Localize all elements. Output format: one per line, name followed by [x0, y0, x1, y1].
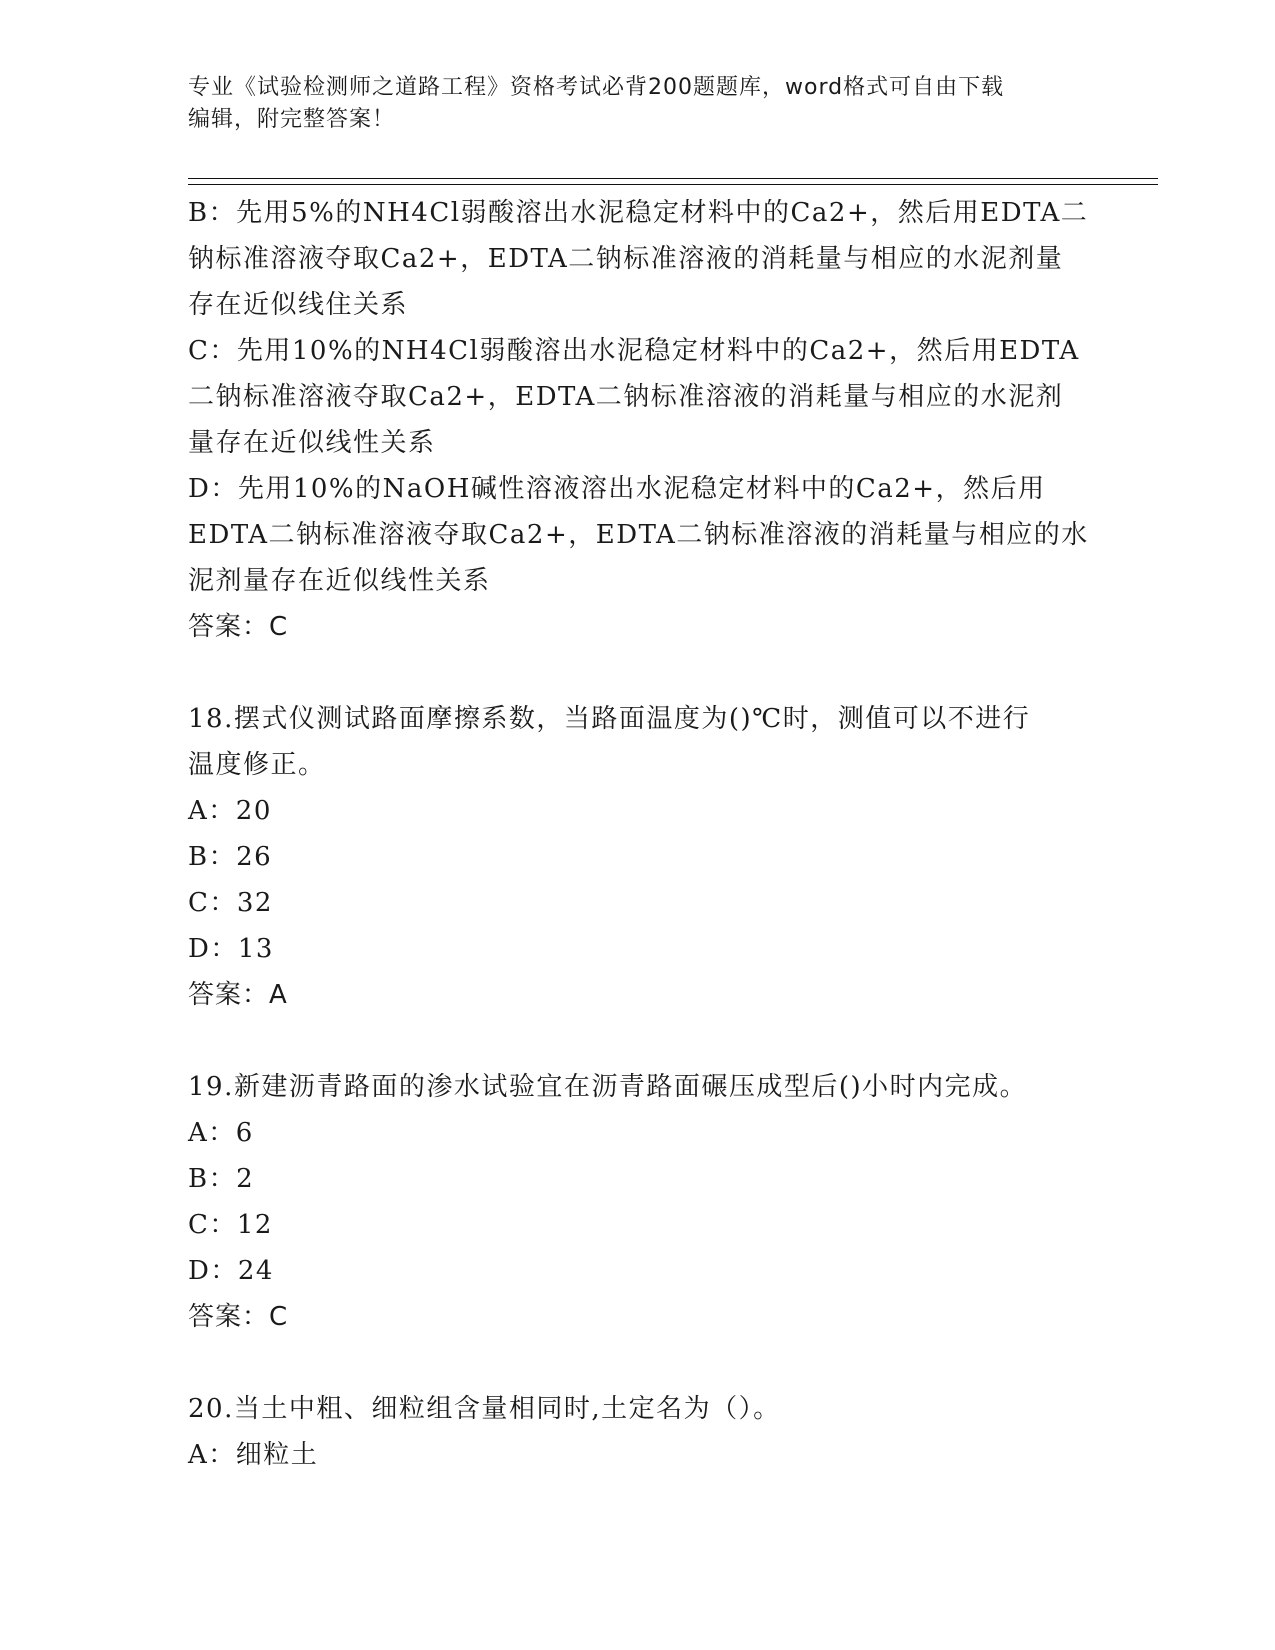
- question-20: [188, 1386, 1088, 1478]
- option-c-line-1: C：先用10%的NH4Cl弱酸溶出水泥稳定材料中的Ca2+，然后用EDTA: [188, 336, 1080, 366]
- header-line-1: 专业《试验检测师之道路工程》资格考试必背200题题库，word格式可自由下载: [188, 75, 1005, 100]
- header-line-2: 编辑，附完整答案！: [188, 107, 396, 132]
- question-19: [188, 1064, 1088, 1340]
- question-content: [188, 190, 1088, 1478]
- option-d-line-3: 泥剂量存在近似线性关系: [188, 566, 491, 596]
- answer: 答案：C: [188, 612, 289, 642]
- option-a: A：细粒土: [188, 1440, 319, 1470]
- option-c-line-2: 二钠标准溶液夺取Ca2+，EDTA二钠标准溶液的消耗量与相应的水泥剂: [188, 382, 1064, 412]
- option-b: B：26: [188, 842, 273, 872]
- option-d: [188, 466, 1088, 604]
- document-header: [188, 72, 1068, 136]
- spacer: [188, 650, 1088, 696]
- question-stem-line-1: 20.当土中粗、细粒组含量相同时,土定名为（）。: [188, 1394, 781, 1424]
- option-c: [188, 328, 1088, 466]
- option-d: D：13: [188, 934, 274, 964]
- option-b-line-2: 钠标准溶液夺取Ca2+，EDTA二钠标准溶液的消耗量与相应的水泥剂量: [188, 244, 1064, 274]
- option-d-line-2: EDTA二钠标准溶液夺取Ca2+，EDTA二钠标准溶液的消耗量与相应的水: [188, 520, 1089, 550]
- option-c: C：12: [188, 1210, 273, 1240]
- option-a: A：6: [188, 1118, 254, 1148]
- question-stem-line-2: 温度修正。: [188, 750, 326, 780]
- answer: 答案：A: [188, 980, 288, 1010]
- spacer: [188, 1340, 1088, 1386]
- question-stem-line-1: 18.摆式仪测试路面摩擦系数，当路面温度为()℃时，测值可以不进行: [188, 704, 1031, 734]
- question-stem-line-1: 19.新建沥青路面的渗水试验宜在沥青路面碾压成型后()小时内完成。: [188, 1072, 1028, 1102]
- question-18: [188, 696, 1088, 1018]
- header-rule-top: [188, 178, 1158, 179]
- spacer: [188, 1018, 1088, 1064]
- option-c: C：32: [188, 888, 273, 918]
- header-rule-bottom: [188, 184, 1158, 185]
- option-c-line-3: 量存在近似线性关系: [188, 428, 436, 458]
- question-17-tail: [188, 190, 1088, 650]
- answer: 答案：C: [188, 1302, 289, 1332]
- option-d: D：24: [188, 1256, 274, 1286]
- option-d-line-1: D：先用10%的NaOH碱性溶液溶出水泥稳定材料中的Ca2+，然后用: [188, 474, 1046, 504]
- option-b: [188, 190, 1088, 328]
- option-a: A：20: [188, 796, 272, 826]
- option-b: B：2: [188, 1164, 255, 1194]
- option-b-line-3: 存在近似线住关系: [188, 290, 409, 320]
- option-b-line-1: B：先用5%的NH4Cl弱酸溶出水泥稳定材料中的Ca2+，然后用EDTA二: [188, 198, 1089, 228]
